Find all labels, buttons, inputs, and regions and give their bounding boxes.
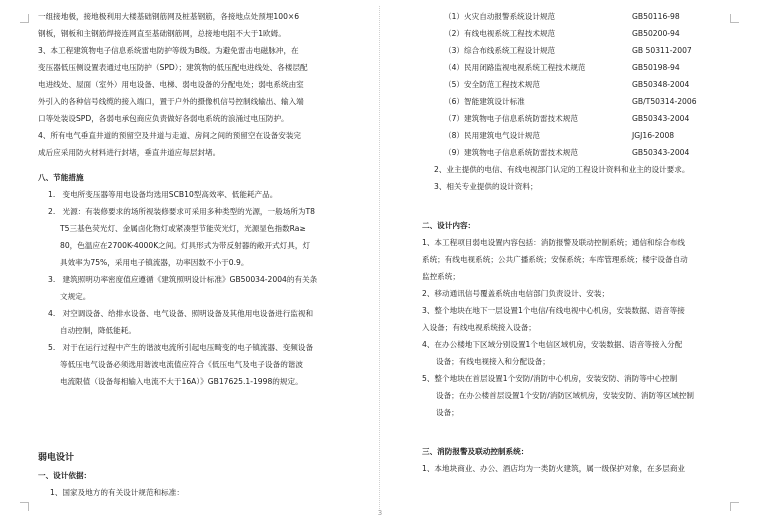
item-text: 自动控制，降低能耗。: [60, 326, 136, 335]
list-item: [38, 271, 356, 305]
std-number: （1）: [444, 12, 465, 21]
std-name: 建筑物电子信息系统防雷技术规范: [464, 148, 578, 157]
item-text: 具效率为75%，采用电子镇流器，功率因数不小于0.9。: [60, 258, 249, 267]
item-text: T5三基色荧光灯、金属卤化物灯或紧凑型节能荧光灯，光源显色指数Ra≥: [60, 224, 306, 233]
item-text: 设备；在办公楼首层设置1个安防/消防区域机房，安装安防、消防等区域控制: [436, 391, 694, 400]
item-text: 3、整个地块在地下一层设置1个电信/有线电视中心机房，安装数据、语音等接: [422, 306, 685, 315]
list-item: [422, 285, 722, 302]
item-text: 4、在办公楼地下区域分别设置1个电信区域机房，安装数据、语音等接入分配: [422, 340, 683, 349]
item-text: 1、本工程项目弱电设置内容包括：消防报警及联动控制系统；通信和综合布线: [422, 238, 686, 247]
body-line: 3、本工程建筑物电子信息系统雷电防护等级为B级。为避免雷击电磁脉冲，在: [38, 46, 299, 55]
std-code: JGJ16-2008: [632, 131, 675, 140]
std-number: （6）: [444, 97, 465, 106]
item-text: 80，色温应在2700K-4000K之间。灯具形式为带反射器的敞开式灯具，灯: [60, 241, 311, 250]
list-item: [38, 203, 356, 271]
item-number: 1.: [48, 190, 56, 199]
list-item: [422, 59, 722, 76]
std-name: 建筑物电子信息系统防雷技术规范: [464, 114, 578, 123]
item-text: 等低压电气设备必须选用谐波电流值应符合《低压电气及电子设备的谐波: [60, 360, 303, 369]
page-divider: [379, 6, 380, 511]
std-number: （2）: [444, 29, 465, 38]
page-number: 3: [377, 509, 383, 517]
item-number: 2.: [48, 207, 56, 216]
std-number: （3）: [444, 46, 465, 55]
right-column: [422, 8, 722, 477]
crop-mark: [20, 14, 29, 23]
std-name: 民用建筑电气设计规范: [464, 131, 540, 140]
std-name: 火灾自动报警系统设计规范: [464, 12, 556, 21]
item-text: 设备；: [436, 408, 459, 417]
item-text: 监控系统；: [422, 272, 460, 281]
item-text: 电流限值（设备每相输入电流不大于16A）》GB17625.1-1998的规定。: [60, 377, 303, 386]
std-code: GB 50311-2007: [632, 46, 692, 55]
list-item: [422, 93, 722, 110]
std-code: GB50348-2004: [632, 80, 690, 89]
body-line: 1、本地块商业、办公、酒店均为一类防火建筑，属一级保护对象，在多层商业: [422, 464, 686, 473]
std-name: 智能建筑设计标准: [464, 97, 525, 106]
list-item: [422, 234, 722, 285]
section-heading: 八、节能措施: [38, 173, 84, 182]
item-number: 5.: [48, 343, 56, 352]
std-name: 综合布线系统工程设计规范: [464, 46, 556, 55]
list-item: [422, 302, 722, 336]
list-item: [422, 336, 722, 370]
list-item: [422, 8, 722, 25]
std-code: GB50200-94: [632, 29, 680, 38]
body-line: 3、相关专业提供的设计资料；: [434, 182, 538, 191]
body-line: 电进线处、屋面（室外）用电设备、电梯、弱电设备的分配电处；弱电系统由室: [38, 80, 304, 89]
list-item: [422, 127, 722, 144]
item-text: 系统；有线电视系统；公共广播系统；安保系统；车库管理系统；楼宇设备自动: [422, 255, 688, 264]
chapter-title: 弱电设计: [38, 453, 75, 463]
body-line: 1、国家及地方的有关设计规范和标准：: [50, 488, 184, 497]
std-code: GB50116-98: [632, 12, 680, 21]
item-text: 2、移动通讯信号覆盖系统由电信部门负责设计、安装；: [422, 289, 610, 298]
body-line: 4、所有电气垂直井道的预留空及井道与走道、房间之间的预留空在设备安装完: [38, 131, 302, 140]
body-line: 2、业主提供的电信、有线电视部门认定的工程设计资料和业主的设计要求。: [434, 165, 690, 174]
list-item: [422, 42, 722, 59]
std-number: （5）: [444, 80, 465, 89]
left-column: [38, 8, 356, 501]
list-item: [38, 305, 356, 339]
body-line: 变压器低压侧设置表通过电压防护（SPD）；建筑物的低压配电进线处、各楼层配: [38, 63, 308, 72]
std-code: GB50343-2004: [632, 114, 690, 123]
item-text: 变电所变压器等用电设备均选用SCB10型高效率、低能耗产品。: [62, 190, 278, 199]
list-item: [38, 186, 356, 203]
std-number: （9）: [444, 148, 465, 157]
std-name: 民用闭路监视电视系统工程技术规范: [464, 63, 586, 72]
item-text: 5、整个地块在首层设置1个安防/消防中心机房，安装安防、消防等中心控制: [422, 374, 678, 383]
body-line: 口等处装设SPD，各弱电承包商应负责做好各弱电系统的浪涌过电压防护。: [38, 114, 289, 123]
section-heading: 一、设计依据：: [38, 471, 92, 480]
item-text: 建筑照明功率密度值应遵循《建筑照明设计标准》GB50034-2004的有关条: [62, 275, 318, 284]
body-line: 成后应采用防火材料进行封堵，垂直井道应每层封堵。: [38, 148, 221, 157]
list-item: [422, 76, 722, 93]
std-code: GB/T50314-2006: [632, 97, 697, 106]
std-name: 安全防范工程技术规范: [464, 80, 540, 89]
item-text: 对空调设备、给排水设备、电气设备、照明设备及其他用电设备进行监视和: [62, 309, 314, 318]
item-number: 3.: [48, 275, 56, 284]
list-item: [422, 144, 722, 161]
item-text: 对于在运行过程中产生的谐波电流所引起电压畸变的电子镇流器、变频设备: [62, 343, 314, 352]
content-list: [422, 234, 722, 421]
list-item: [422, 25, 722, 42]
item-text: 入设备；有线电视系统接入设备；: [422, 323, 536, 332]
std-number: （8）: [444, 131, 465, 140]
item-number: 4.: [48, 309, 56, 318]
std-code: GB50343-2004: [632, 148, 690, 157]
list-item: [422, 110, 722, 127]
item-text: 文规定。: [60, 292, 91, 301]
energy-list: [38, 186, 356, 390]
section-heading: 二、设计内容：: [422, 221, 476, 230]
item-text: 光源：有装修要求的场所视装修要求可采用多种类型的光源，一般场所为T8: [62, 207, 315, 216]
body-line: 钢板，钢板和主钢筋焊接连网直至基础钢筋网，总接地电阻不大于1欧姆。: [38, 29, 286, 38]
standards-list: [422, 8, 722, 161]
body-line: 一组接地极，接地极利用大楼基础钢筋网及桩基钢筋，各接地点处预埋100×6: [38, 12, 300, 21]
body-line: 外引入的各种信号线缆的接入端口，置于户外的摄像机信号控制线输出、输入端: [38, 97, 304, 106]
list-item: [38, 339, 356, 390]
std-number: （7）: [444, 114, 465, 123]
std-number: （4）: [444, 63, 465, 72]
crop-mark: [730, 14, 739, 23]
section-heading: 三、消防报警及联动控制系统：: [422, 447, 529, 456]
std-name: 有线电视系统工程技术规范: [464, 29, 556, 38]
std-code: GB50198-94: [632, 63, 680, 72]
item-text: 设备；有线电视接入和分配设备；: [436, 357, 550, 366]
list-item: [422, 370, 722, 421]
